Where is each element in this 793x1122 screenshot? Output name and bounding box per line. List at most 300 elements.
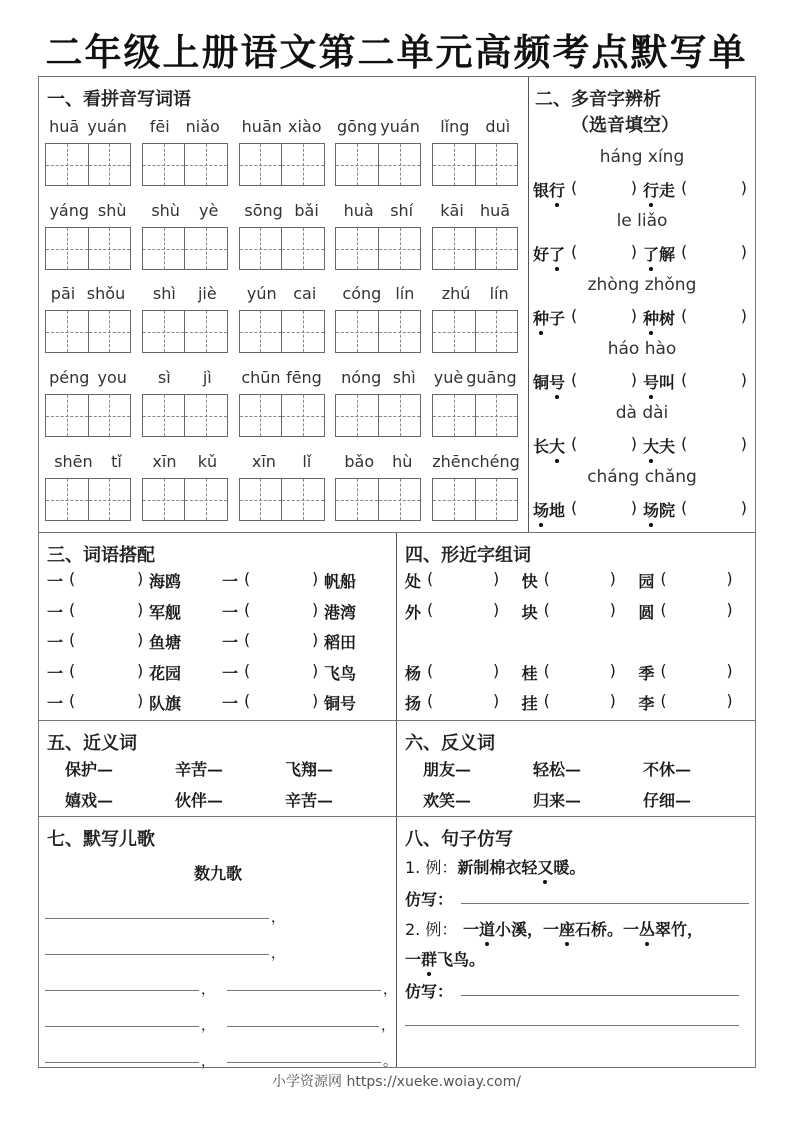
answer-blank-open[interactable]: ( [571, 306, 578, 325]
writing-cell[interactable] [184, 228, 227, 269]
answer-blank-open[interactable]: ( [681, 242, 688, 261]
answer-blank-open[interactable]: ( [571, 434, 578, 453]
word-prompt: 仔细— [643, 791, 692, 810]
answer-space[interactable] [577, 434, 630, 457]
pinyin-label [142, 368, 228, 390]
answer-blank-open[interactable]: ( [571, 498, 578, 517]
answer-blank[interactable]: ( [660, 691, 667, 710]
answer-line[interactable] [45, 990, 199, 991]
writing-cell[interactable] [281, 479, 324, 520]
matching-row [47, 691, 397, 714]
character: 快 [521, 572, 538, 591]
antonym-row [423, 788, 753, 811]
noun: 鱼塘 [149, 633, 182, 652]
section-title: 五、近义词 [47, 733, 137, 754]
answer-blank[interactable]: ( [69, 660, 76, 680]
answer-line[interactable] [45, 1026, 199, 1027]
pinyin-syllable: fēi [149, 117, 170, 136]
word-prompt: 归来— [533, 791, 582, 810]
pinyin-syllable: shì [152, 284, 176, 303]
pinyin-syllable: chūn [241, 368, 281, 387]
similar-char-row [405, 691, 755, 714]
tianzige-box[interactable] [142, 394, 228, 437]
answer-space[interactable] [577, 178, 630, 201]
writing-cell[interactable] [88, 479, 131, 520]
pinyin-syllable: cóng [342, 284, 382, 303]
matching-item [222, 569, 397, 592]
answer-blank-open[interactable]: ( [571, 178, 578, 197]
paren-close: ) [493, 661, 500, 680]
pinyin-syllable: shǒu [86, 284, 126, 303]
writing-cell[interactable] [378, 144, 421, 185]
character: 季 [638, 664, 655, 683]
pinyin-syllable: kǔ [197, 452, 218, 471]
writing-cell[interactable] [88, 395, 131, 436]
answer-line[interactable] [45, 1062, 199, 1063]
tianzige-box[interactable] [45, 394, 131, 437]
similar-char-item [638, 661, 755, 684]
writing-cell[interactable] [88, 144, 131, 185]
paren-close: ) [312, 691, 319, 710]
tianzige-box[interactable] [239, 143, 325, 186]
polyphonic-item [533, 306, 643, 329]
pinyin-options: dà dài [615, 403, 669, 423]
pinyin-syllable: péng [49, 368, 90, 387]
writing-cell[interactable] [184, 144, 227, 185]
writing-cell[interactable] [281, 311, 324, 352]
answer-blank[interactable]: ( [660, 569, 667, 588]
tianzige-box[interactable] [335, 143, 421, 186]
pinyin-syllable: kāi [440, 201, 464, 220]
writing-cell[interactable] [240, 144, 282, 185]
answer-blank[interactable]: ( [543, 600, 550, 619]
matching-row [47, 569, 397, 592]
answer-blank[interactable]: ( [69, 691, 76, 710]
pinyin-syllable: yún [246, 284, 277, 303]
text: 翠竹， [655, 920, 704, 939]
pinyin-label [45, 368, 131, 390]
writing-cell[interactable] [240, 311, 282, 352]
pinyin-label [335, 284, 421, 306]
comma: ， [383, 982, 397, 998]
similar-char-row [405, 600, 755, 623]
comma: ， [201, 1054, 215, 1070]
section-title: 七、默写儿歌 [47, 829, 155, 850]
similar-char-row [405, 661, 755, 684]
pinyin-item [45, 368, 142, 437]
answer-line-1[interactable] [461, 903, 749, 904]
pinyin-item [45, 284, 142, 353]
pinyin-syllable: shēn [54, 452, 93, 471]
polyphonic-row [533, 306, 753, 329]
writing-cell[interactable] [46, 228, 88, 269]
answer-blank-close: ) [630, 178, 637, 197]
writing-cell[interactable] [433, 311, 475, 352]
word [533, 178, 565, 201]
word-prompt: 朋友— [423, 760, 472, 779]
writing-cell[interactable] [378, 479, 421, 520]
pinyin-syllable: yè [198, 201, 219, 220]
answer-blank[interactable]: ( [660, 600, 667, 619]
paren-close: ) [726, 691, 733, 710]
pinyin-syllable: sōng [244, 201, 283, 220]
writing-cell[interactable] [336, 395, 378, 436]
tianzige-box[interactable] [239, 478, 325, 521]
writing-cell[interactable] [184, 479, 227, 520]
similar-char-item [405, 661, 522, 684]
word-prompt: 轻松— [533, 760, 582, 779]
char: 院 [659, 501, 676, 520]
answer-space[interactable] [577, 306, 630, 329]
answer-blank[interactable]: ( [69, 630, 76, 649]
answer-space[interactable] [687, 242, 740, 265]
pinyin-item [335, 452, 432, 521]
word [643, 242, 675, 265]
pinyin-syllable: tǐ [111, 452, 122, 471]
pinyin-syllable: yuán [87, 117, 127, 136]
writing-cell[interactable] [240, 479, 282, 520]
word [533, 498, 565, 521]
answer-line[interactable] [227, 1026, 379, 1027]
writing-cell[interactable] [143, 144, 185, 185]
writing-cell[interactable] [143, 228, 185, 269]
similar-char-item [522, 600, 639, 623]
paren-close: ) [609, 569, 616, 588]
writing-cell[interactable] [281, 228, 324, 269]
writing-cell[interactable] [336, 311, 378, 352]
pinyin-item [239, 452, 336, 521]
tianzige-box[interactable] [432, 227, 518, 270]
answer-blank[interactable]: ( [244, 599, 251, 619]
tianzige-box[interactable] [335, 227, 421, 270]
poem-title: 数九歌 [193, 864, 242, 883]
char: 夫 [659, 437, 676, 456]
writing-cell[interactable] [143, 311, 185, 352]
answer-blank-open[interactable]: ( [571, 370, 578, 389]
paren-close: ) [137, 569, 144, 588]
pinyin-syllable: lǐ [302, 452, 312, 471]
writing-cell[interactable] [336, 228, 378, 269]
pinyin-item [239, 117, 336, 186]
pinyin-syllable: gōng [336, 117, 378, 136]
pinyin-label [335, 452, 421, 474]
answer-blank-open[interactable]: ( [681, 434, 688, 453]
answer-space[interactable] [687, 370, 740, 393]
tianzige-box[interactable] [142, 143, 228, 186]
pinyin-label [142, 284, 228, 306]
pinyin-options: háo hào [607, 339, 677, 359]
pinyin-row [45, 452, 529, 521]
tianzige-box[interactable] [239, 394, 325, 437]
writing-cell[interactable] [475, 395, 518, 436]
answer-line[interactable] [45, 918, 269, 919]
word [643, 306, 675, 329]
character: 杨 [405, 664, 422, 683]
polyphonic-item [533, 434, 643, 457]
pinyin-label [432, 368, 518, 390]
tianzige-box[interactable] [432, 478, 518, 521]
matching-item [47, 630, 222, 653]
similar-char-item [405, 569, 522, 592]
writing-cell[interactable] [336, 144, 378, 185]
writing-cell[interactable] [475, 311, 518, 352]
answer-blank[interactable]: ( [427, 569, 434, 588]
answer-blank-open[interactable]: ( [681, 370, 688, 389]
word-prompt: 辛苦— [175, 760, 224, 779]
section-sentence-imitation [397, 817, 755, 1067]
answer-blank[interactable]: ( [543, 691, 550, 710]
emphasis-char: 行 [643, 178, 659, 201]
section-title: 二、多音字辨析 [535, 89, 661, 110]
writing-cell[interactable] [475, 228, 518, 269]
writing-cell[interactable] [46, 479, 88, 520]
tianzige-box[interactable] [432, 143, 518, 186]
writing-cell[interactable] [46, 395, 88, 436]
answer-space[interactable] [577, 242, 630, 265]
pinyin-item [335, 201, 432, 270]
synonym-row [65, 788, 395, 811]
answer-line[interactable] [227, 990, 381, 991]
tianzige-box[interactable] [45, 478, 131, 521]
tianzige-box[interactable] [335, 310, 421, 353]
pinyin-item [239, 368, 336, 437]
answer-space[interactable] [687, 498, 740, 521]
matching-item [222, 630, 397, 653]
answer-blank[interactable]: ( [244, 569, 251, 588]
imitate-label: 仿写： [405, 982, 454, 1001]
writing-cell[interactable] [378, 395, 421, 436]
pinyin-syllable: bǎi [294, 201, 319, 220]
word [533, 242, 565, 265]
paren-close: ) [137, 599, 144, 619]
tianzige-box[interactable] [432, 394, 518, 437]
pinyin-row [45, 117, 529, 186]
character: 处 [405, 572, 422, 591]
paren-close: ) [609, 691, 616, 710]
tianzige-box[interactable] [142, 227, 228, 270]
pinyin-label [335, 117, 421, 139]
answer-blank-close: ) [630, 498, 637, 517]
measure-prefix: 一 [222, 572, 239, 591]
word [533, 434, 565, 457]
matching-item [47, 600, 222, 623]
answer-blank[interactable]: ( [69, 599, 76, 619]
writing-cell[interactable] [240, 395, 282, 436]
answer-space[interactable] [687, 306, 740, 329]
measure-prefix: 一 [47, 694, 64, 713]
answer-space[interactable] [577, 370, 630, 393]
pinyin-syllable: lín [395, 284, 415, 303]
emphasis-char: 座 [559, 917, 575, 940]
dictation-line-row [45, 1013, 395, 1034]
pinyin-label [45, 284, 131, 306]
writing-cell[interactable] [475, 479, 518, 520]
writing-cell[interactable] [240, 228, 282, 269]
polyphonic-row [533, 498, 753, 521]
section-title: 三、词语搭配 [47, 545, 155, 566]
dictation-line-row [45, 905, 285, 926]
answer-space[interactable] [687, 434, 740, 457]
similar-char-item [522, 661, 639, 684]
answer-blank[interactable]: ( [660, 661, 667, 680]
answer-blank-close: ) [630, 242, 637, 261]
tianzige-box[interactable] [45, 310, 131, 353]
pinyin-syllable: sì [157, 368, 171, 387]
pinyin-item [432, 284, 529, 353]
emphasis-char: 又 [537, 855, 553, 878]
answer-blank[interactable]: ( [427, 691, 434, 710]
answer-blank[interactable]: ( [427, 661, 434, 680]
word-prompt: 欢笑— [423, 791, 472, 810]
tianzige-box[interactable] [142, 310, 228, 353]
similar-char-item [405, 691, 522, 714]
answer-line-2[interactable] [461, 995, 739, 996]
char: 地 [549, 501, 566, 520]
pinyin-syllable: bǎo [344, 452, 375, 471]
writing-cell[interactable] [143, 395, 185, 436]
writing-cell[interactable] [143, 479, 185, 520]
writing-cell[interactable] [281, 144, 324, 185]
writing-cell[interactable] [88, 311, 131, 352]
pinyin-syllable: shù [151, 201, 180, 220]
pinyin-label [142, 117, 228, 139]
polyphonic-item [533, 498, 643, 521]
section-word-matching [39, 533, 397, 721]
char: 铜 [533, 373, 550, 392]
answer-blank[interactable]: ( [244, 660, 251, 680]
answer-blank-open[interactable]: ( [571, 242, 578, 261]
tianzige-box[interactable] [335, 478, 421, 521]
answer-blank-close: ) [740, 242, 747, 261]
imitate-label: 仿写： [405, 890, 454, 909]
answer-space[interactable] [687, 178, 740, 201]
writing-cell[interactable] [378, 311, 421, 352]
worksheet [38, 76, 756, 1068]
tianzige-box[interactable] [335, 394, 421, 437]
writing-cell[interactable] [378, 228, 421, 269]
answer-blank-open[interactable]: ( [681, 178, 688, 197]
pinyin-syllable: shù [97, 201, 127, 220]
writing-cell[interactable] [46, 311, 88, 352]
writing-cell[interactable] [475, 144, 518, 185]
paren-close: ) [312, 569, 319, 588]
character: 桂 [521, 664, 538, 683]
similar-char-item [405, 600, 522, 623]
noun: 军舰 [149, 602, 182, 622]
answer-blank-close: ) [630, 434, 637, 453]
noun: 队旗 [149, 694, 182, 713]
answer-blank[interactable]: ( [427, 600, 434, 619]
emphasis-char: 大 [549, 434, 565, 457]
pinyin-row [45, 284, 529, 353]
answer-line[interactable] [45, 954, 269, 955]
tianzige-box[interactable] [432, 310, 518, 353]
paren-close: ) [312, 660, 319, 680]
answer-blank[interactable]: ( [244, 630, 251, 649]
matching-row [47, 630, 397, 653]
section-synonyms [39, 721, 397, 817]
writing-cell[interactable] [184, 395, 227, 436]
pinyin-syllable: lǐng [440, 117, 470, 136]
section-similar-chars [397, 533, 755, 721]
pinyin-syllable: you [97, 368, 127, 387]
writing-cell[interactable] [433, 144, 475, 185]
tianzige-box[interactable] [239, 310, 325, 353]
writing-cell[interactable] [46, 144, 88, 185]
measure-prefix: 一 [222, 663, 239, 683]
dictation-line-row [45, 1049, 397, 1070]
pinyin-label [239, 368, 325, 390]
pinyin-item [432, 201, 529, 270]
answer-line[interactable] [227, 1062, 381, 1063]
tianzige-box[interactable] [239, 227, 325, 270]
answer-blank-close: ) [740, 178, 747, 197]
writing-cell[interactable] [433, 228, 475, 269]
tianzige-box[interactable] [45, 143, 131, 186]
paren-close: ) [137, 630, 144, 649]
page-title: 二年级上册语文第二单元高频考点默写单 [45, 30, 748, 74]
pinyin-item [432, 117, 529, 186]
measure-prefix: 一 [47, 602, 64, 622]
emphasis-char: 了 [549, 242, 565, 265]
character: 块 [521, 603, 538, 622]
similar-char-item [522, 691, 639, 714]
pinyin-item [45, 201, 142, 270]
writing-cell[interactable] [281, 395, 324, 436]
tianzige-box[interactable] [142, 478, 228, 521]
paren-close: ) [493, 600, 500, 619]
answer-line-3[interactable] [405, 1025, 739, 1026]
answer-blank[interactable]: ( [543, 569, 550, 588]
noun: 稻田 [324, 633, 357, 652]
char: 长 [533, 437, 550, 456]
paren-close: ) [137, 691, 144, 710]
pinyin-syllable: shì [392, 368, 416, 387]
pinyin-syllable: pāi [50, 284, 76, 303]
answer-blank[interactable]: ( [244, 691, 251, 710]
pinyin-syllable: yuán [380, 117, 420, 136]
pinyin-syllable: xiào [288, 117, 322, 136]
writing-cell[interactable] [433, 395, 475, 436]
pinyin-syllable: yuè [433, 368, 464, 387]
matching-row [47, 661, 397, 684]
tianzige-box[interactable] [45, 227, 131, 270]
writing-cell[interactable] [336, 479, 378, 520]
answer-space[interactable] [577, 498, 630, 521]
pinyin-syllable: xīn [152, 452, 177, 471]
answer-blank[interactable]: ( [69, 569, 76, 588]
character: 挂 [521, 694, 538, 713]
answer-blank[interactable]: ( [543, 661, 550, 680]
polyphonic-item [643, 370, 753, 393]
pinyin-label [432, 117, 518, 139]
polyphonic-item [643, 498, 753, 521]
writing-cell[interactable] [184, 311, 227, 352]
pinyin-syllable: jì [202, 368, 212, 387]
pinyin-label [335, 201, 421, 223]
writing-cell[interactable] [88, 228, 131, 269]
answer-blank-close: ) [630, 306, 637, 325]
pinyin-syllable: shí [390, 201, 414, 220]
similar-char-row [405, 569, 755, 592]
writing-cell[interactable] [433, 479, 475, 520]
word-prompt: 嬉戏— [65, 791, 114, 810]
answer-blank-open[interactable]: ( [681, 498, 688, 517]
pinyin-syllable: guāng [466, 368, 517, 387]
answer-blank-open[interactable]: ( [681, 306, 688, 325]
emphasis-char: 丛 [639, 917, 655, 940]
pinyin-syllable: cai [293, 284, 317, 303]
